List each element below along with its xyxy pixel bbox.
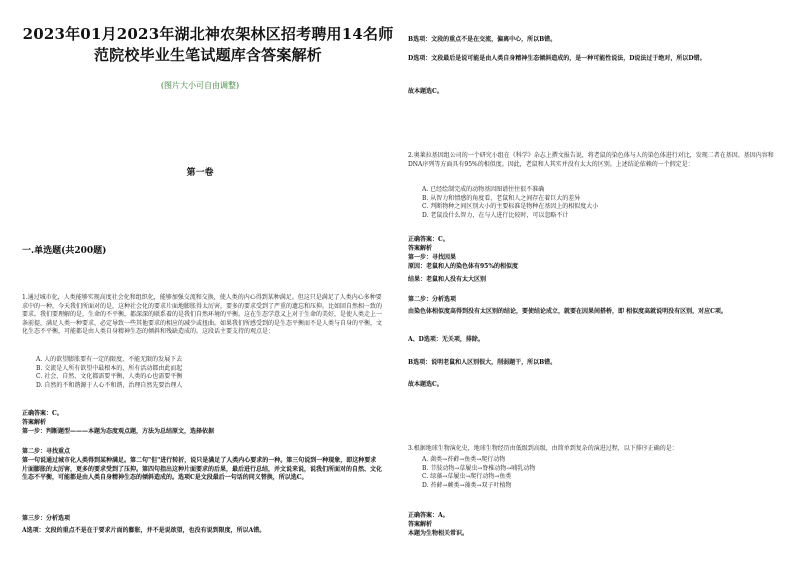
- question-2-analysis-label: 答案解析: [408, 245, 433, 252]
- question-2-option-d: D. 老鼠没什么智力，在与人进行比较时，可以忽略不计: [422, 211, 569, 219]
- question-1-step-2-label: 第二步：寻找重点: [22, 448, 71, 455]
- question-1-step-3-label: 第三步：分析选项: [22, 515, 71, 522]
- question-1-option-d: D. 自然的不和谐源于人心不和谐，治理自然先要治理人: [36, 381, 183, 389]
- question-2-result: 结果：老鼠和人没有太大区别: [408, 276, 487, 283]
- question-1-analysis-label: 答案解析: [22, 419, 47, 426]
- question-3-analysis-label: 答案解析: [408, 521, 433, 528]
- image-size-note: (图片大小可自由调整): [160, 81, 240, 90]
- question-1-option-a-analysis: A选项：文段的重点不是在于要求片面的膨胀，并不是说欲望，也没有说到限度，所以A错。: [22, 527, 266, 534]
- question-3-stem: 3.根据地球生物演化史，地球生物经历由低级到高级，由简单到复杂的演进过程，以下排序正确的是：: [408, 445, 678, 452]
- question-2-option-ad-analysis: A、D选项：无关项，排除。: [408, 336, 484, 343]
- question-3-option-d: D. 苔藓→蕨类→藻类→双子叶植物: [422, 481, 512, 489]
- question-3-note: 本题为生物相关常识。: [408, 530, 469, 537]
- question-2-options: [408, 186, 783, 220]
- section-heading: 一.单选题(共200题): [22, 246, 107, 256]
- question-2-step-1: 第一步：寻找因果: [408, 254, 457, 261]
- question-1-stem: 1.通过城市化，人类能够实现高度社会化和组织化，能够加强交流和交换，使人类的内心得到某种满足。但这只是满足了人类内心多种要求中的一种，今天我们所面对的是，这种社会化的要求片面地膨胀得太厉害，要多的要求受到了严重的遗忘和压抑。比如回自然相一致的要求。我们要理解的是，生命的不平衡，都深深的联系着的是我们自然环境的平衡。这在生态学意义上对于生命的美好，是使人类走上一条前提，满足人类一种要求，必定导致一些其他要求的相应的减少或扭曲。如果我们所感受到的是生态平衡而不是人类与自身的平衡，文化生态不平衡，可能都是由人类自身精神生态的倾斜和残缺造成的。这段话主要支持的观点是：: [22, 294, 383, 336]
- question-1-step-2-text: 第一句说通过城市化人类得到某种满足。第二句"但"进行转折，说只是满足了人类内心要求的一种。第三句说到一种现象，即这种要求片面膨胀的太厉害，更多的要求受到了压抑。第四句指出这种片面要求的后果，最后进行总结，并文说来说，说我们所面对的自然、文化生态不平衡，可能都是由人类自身精神生态的倾斜造成的。选项C是文段最后一句话的同义替换，所以选C。: [22, 457, 383, 482]
- question-2-option-c: C. 判断物种之间区别大小的主要标准是物种在基因上的相似度大小: [422, 203, 599, 211]
- question-3-option-c: C. 绿藻→草履虫→爬行动物→鱼类: [422, 473, 512, 481]
- question-1-conclusion: 故本题选C。: [408, 88, 443, 95]
- question-1-step-1: 第一步：判断题型———本题为态度观点题，方法为总结原文，选择依据: [22, 428, 215, 435]
- question-3-option-b: B. 节肢动物→草履虫→脊椎动物→哺乳动物: [422, 464, 536, 472]
- question-1-option-d-analysis: D选项：文段最后是说可能是由人类自身精神生态倾斜造成的，是一种可能性说法，D说法过于绝对，所以D错。: [408, 55, 706, 62]
- question-1-option-c: C. 社会、自然、文化都需要平衡，人类的心也需要平衡: [36, 373, 183, 381]
- question-2-answer: 正确答案：C。: [408, 236, 449, 243]
- question-1-option-b-analysis: B选项：文段的重点不是在交流，偏离中心，所以B错。: [408, 36, 557, 43]
- question-2-option-a: A. 已经绘制完成的动物基因图谱往往很不准确: [422, 186, 545, 193]
- question-2-option-b-analysis: B选项：说明老鼠和人区别很大，削弱题干，所以B错。: [408, 359, 557, 366]
- question-1-answer: 正确答案：C。: [22, 410, 63, 417]
- question-2-conclusion: 故本题选C。: [408, 381, 443, 388]
- question-2-reason: 原因：老鼠和人的染色体有95%的相似度: [408, 263, 519, 270]
- question-2-stem: 2.奥莱拉基因组公司的一个研究小组在《科学》杂志上撰文报告说，将老鼠的染色体与人的染色体进行对比，发现二者在基因、基因内容和DNA序列等方面具有95%的相似度。因此，老鼠和人其实并没有太大的区别。上述结论依赖的一个假定是：: [408, 152, 774, 168]
- question-2-step-2: 第二步：分析选项: [408, 296, 457, 303]
- question-2-step-2-text: 由染色体相似度高得到没有太区别的结论，要使结论成立，就要在因果间搭桥，即 相似度高就说明没有区别，对应C项。: [408, 308, 727, 315]
- volume-heading: 第一卷: [186, 168, 214, 178]
- question-1-option-a: A. 人的欲望膨胀要有一定的限度，不能无限的发展下去: [36, 356, 183, 363]
- question-3-answer: 正确答案：A。: [408, 512, 449, 519]
- question-2-option-b: B. 从智力和情感的角度看，老鼠和人之间存在着巨大的差异: [422, 194, 581, 202]
- question-1-option-b: B. 交流是人所有欲望中最根本的，所有活动都由此而起: [36, 364, 183, 372]
- page-title: 2023年01月2023年湖北神农架林区招考聘用14名师范院校毕业生笔试题库含答案解析: [22, 25, 394, 64]
- question-1-options: [22, 356, 382, 390]
- question-3-options: [408, 456, 783, 490]
- question-3-option-a: A. 菌类→苔藓→鱼类→爬行动物: [422, 456, 506, 463]
